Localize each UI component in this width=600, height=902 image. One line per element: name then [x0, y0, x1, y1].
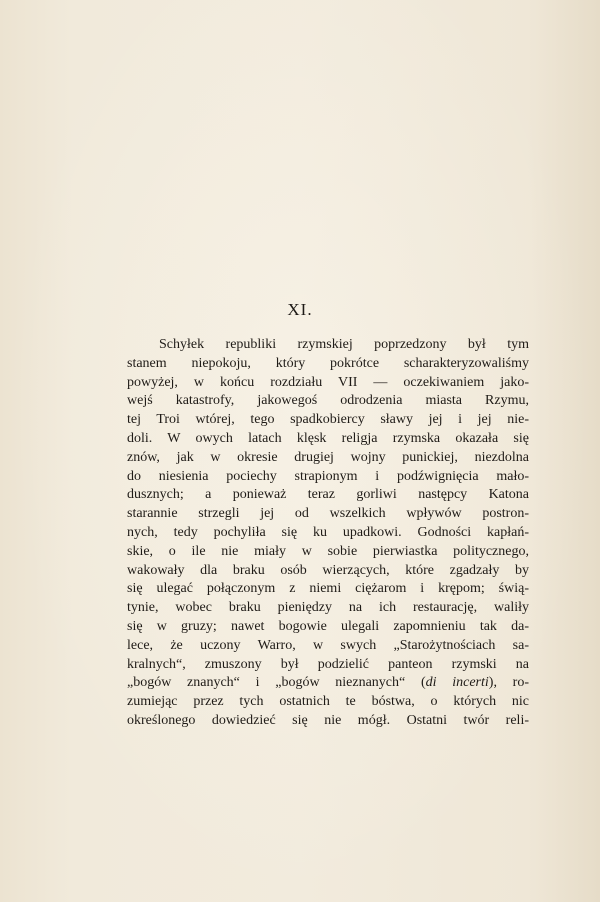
text-line: tynie, wobec braku pieniędzy na ich restaurację, waliły [127, 600, 529, 616]
text-line: „bogów znanych“ i „bogów nieznanych“ (di incerti), ro- [127, 675, 529, 691]
text-line: kralnych“, zmuszony był podzielić panteon rzymski na [127, 656, 529, 672]
text-line: wakowały dla braku osób wierzących, które zgadzały by [127, 562, 529, 578]
latin-term: di incerti [425, 675, 489, 691]
text-line: nych, tedy pochyliła się ku upadkowi. Godności kapłań- [127, 524, 529, 540]
bleed-through-text [120, 95, 540, 263]
text-line: znów, jak w okresie drugiej wojny punickiej, niezdolna [127, 449, 529, 465]
text-line: się ulegać połączonym z niemi ciężarom i krępom; świą- [127, 581, 529, 597]
text-line: Schyłek republiki rzymskiej poprzedzony był tym [159, 337, 529, 352]
text-line: dusznych; a ponieważ teraz gorliwi następcy Katona [127, 487, 529, 503]
text-line: tej Troi wtórej, tego spadkobiercy sławy jej i jej nie- [127, 412, 529, 428]
text-line: się w gruzy; nawet bogowie ulegali zapomnieniu tak da- [127, 618, 529, 634]
text-line: określonego dowiedzieć się nie mógł. Ostatni twór reli- [127, 712, 529, 728]
text-line: powyżej, w końcu rozdziału VII — oczekiwaniem jako- [127, 374, 529, 390]
text-line: zumiejąc przez tych ostatnich te bóstwa, o których nic [127, 694, 529, 710]
chapter-heading: XI. [287, 300, 313, 319]
text-line: wejś katastrofy, jakowegoś odrodzenia miasta Rzymu, [127, 393, 529, 409]
text-line: skie, o ile nie miały w sobie pierwiastka politycznego, [127, 543, 529, 559]
text-line: doli. W owych latach klęsk religja rzymska okazała się [127, 430, 529, 446]
text-line: do niesienia pociechy strapionym i podźwignięcia mało- [127, 468, 529, 484]
body-paragraph [127, 336, 529, 731]
text-line: starannie strzegli jej od wszelkich wpływów postron- [127, 506, 529, 522]
text-line: lece, że uczony Warro, w swych „Starożytnościach sa- [127, 637, 529, 653]
text-line: stanem niepokoju, który pokrótce scharakteryzowaliśmy [127, 355, 529, 371]
